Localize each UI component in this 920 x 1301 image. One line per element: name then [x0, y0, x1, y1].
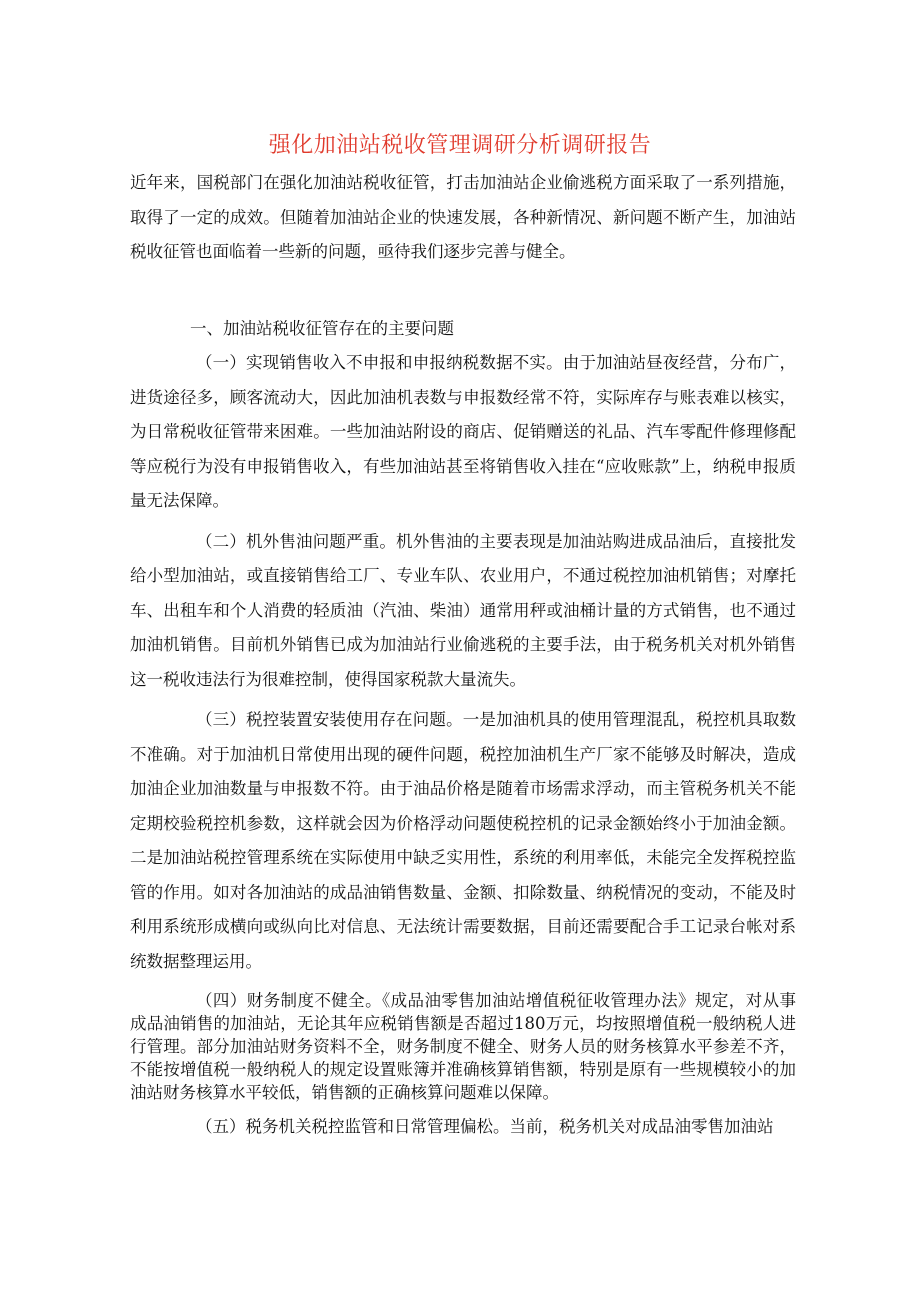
paragraph-spacer	[130, 270, 796, 304]
intro-paragraph: 近年来，国税部门在强化加油站税收征管，打击加油站企业偷逃税方面采取了一系列措施，取得了一定的成效。但随着加油站企业的快速发展，各种新情况、新问题不断产生，加油站税收征管也面临着一些新的问题，亟待我们逐步完善与健全。	[130, 173, 796, 261]
paragraph-item-4: （四）财务制度不健全。《成品油零售加油站增值税征收管理办法》规定，对从事成品油销售的加油站，无论其年应税销售额是否超过180万元，均按照增值税一般纳税人进行管理。部分加油站财务资料不全，财务制度不健全、财务人员的财务核算水平参差不齐，不能按增值税一般纳税人的规定设置账簿并准确核算销售额，特别是原有一些规模较小的加油站财务核算水平较低，销售额的正确核算问题难以保障。	[130, 991, 796, 1102]
paragraph-item-1: （一）实现销售收入不申报和申报纳税数据不实。由于加油站昼夜经营，分布广，进货途径多，顾客流动大，因此加油机表数与申报数经常不符，实际库存与账表难以核实，为日常税收征管带来困难。一些加油站附设的商店、促销赠送的礼品、汽车零配件修理修配等应税行为没有申报销售收入，有些加油站甚至将销售收入挂在“应收账款”上，纳税申报质量无法保障。	[130, 353, 796, 510]
document-title: 强化加油站税收管理调研分析调研报告	[268, 133, 652, 158]
section-heading: 一、加油站税收征管存在的主要问题	[190, 318, 454, 338]
document-body	[130, 166, 796, 1145]
paragraph-item-5: （五）税务机关税控监管和日常管理偏松。当前，税务机关对成品油零售加油站	[196, 1117, 774, 1136]
paragraph-item-2: （二）机外售油问题严重。机外售油的主要表现是加油站购进成品油后，直接批发给小型加油站，或直接销售给工厂、专业车队、农业用户，不通过税控加油机销售；对摩托车、出租车和个人消费的轻质油（汽油、柴油）通常用秤或油桶计量的方式销售，也不通过加油机销售。目前机外销售已成为加油站行业偷逃税的主要手法，由于税务机关对机外销售这一税收违法行为很难控制，使得国家税款大量流失。	[130, 531, 796, 689]
paragraph-item-3: （三）税控装置安装使用存在问题。一是加油机具的使用管理混乱，税控机具取数不准确。对于加油机日常使用出现的硬件问题，税控加油机生产厂家不能够及时解决，造成加油企业加油数量与申报数不符。由于油品价格是随着市场需求浮动，而主管税务机关不能定期校验税控机参数，这样就会因为价格浮动问题使税控机的记录金额始终小于加油金额。二是加油站税控管理系统在实际使用中缺乏实用性，系统的利用率低，未能完全发挥税控监管的作用。如对各加油站的成品油销售数量、金额、扣除数量、纳税情况的变动，不能及时利用系统形成横向或纵向比对信息、无法统计需要数据，目前还需要配合手工记录台帐对系统数据整理运用。	[130, 710, 796, 971]
